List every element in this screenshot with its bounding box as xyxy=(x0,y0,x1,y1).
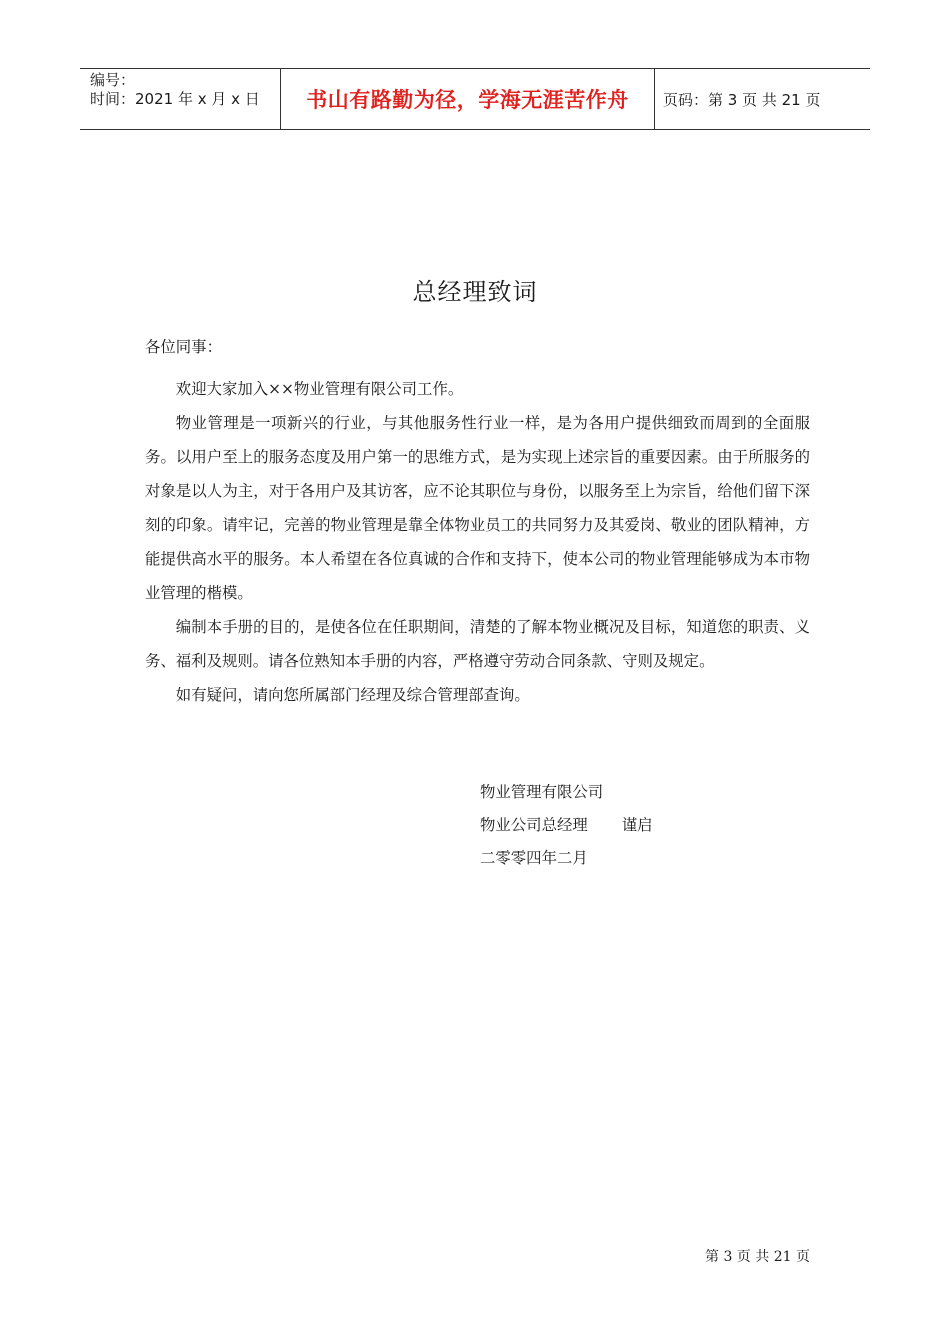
header-page-label: 页码：第 3 页 共 21 页 xyxy=(663,90,821,109)
paragraph-service: 物业管理是一项新兴的行业，与其他服务性行业一样，是为各用户提供细致而周到的全面服务。以用户至上的服务态度及用户第一的思维方式，是为实现上述宗旨的重要因素。由于所服务的对象是以人为主，对于各用户及其访客，应不论其职位与身份，以服务至上为宗旨，给他们留下深刻的印象。请牢记，完善的物业管理是靠全体物业员工的共同努力及其爱岗、敬业的团队精神，方能提供高水平的服务。本人希望在各位真诚的合作和支持下，使本公司的物业管理能够成为本市物业管理的楷模。 xyxy=(145,414,810,602)
document-time-label: 时间：2021 年 x 月 x 日 xyxy=(90,90,260,108)
paragraph-handbook-purpose: 编制本手册的目的，是使各位在任职期间，清楚的了解本物业概况及目标，知道您的职责、义务、福利及规则。请各位熟知本手册的内容，严格遵守劳动合同条款、守则及规定。 xyxy=(145,618,810,670)
header-motto-cell xyxy=(281,69,655,129)
header-page-cell xyxy=(655,69,870,129)
header-info-cell xyxy=(80,69,281,129)
page-header xyxy=(80,68,870,130)
signature-position-line xyxy=(480,809,653,842)
signature-position: 物业公司总经理 xyxy=(480,816,588,834)
header-motto: 书山有路勤为径，学海无涯苦作舟 xyxy=(306,88,629,112)
letter-body xyxy=(145,330,810,712)
document-number-label: 编号： xyxy=(90,71,136,89)
paragraph-welcome: 欢迎大家加入××物业管理有限公司工作。 xyxy=(175,380,464,398)
document-title: 总经理致词 xyxy=(412,278,538,306)
page-footer: 第 3 页 共 21 页 xyxy=(705,1249,810,1265)
paragraph-inquiry: 如有疑问，请向您所属部门经理及综合管理部查询。 xyxy=(175,686,530,704)
salutation: 各位同事： xyxy=(145,338,222,356)
signature-block xyxy=(480,776,653,875)
signature-company: 物业管理有限公司 xyxy=(480,783,604,801)
signature-date: 二零零四年二月 xyxy=(480,849,588,867)
signature-closing: 谨启 xyxy=(621,816,653,834)
